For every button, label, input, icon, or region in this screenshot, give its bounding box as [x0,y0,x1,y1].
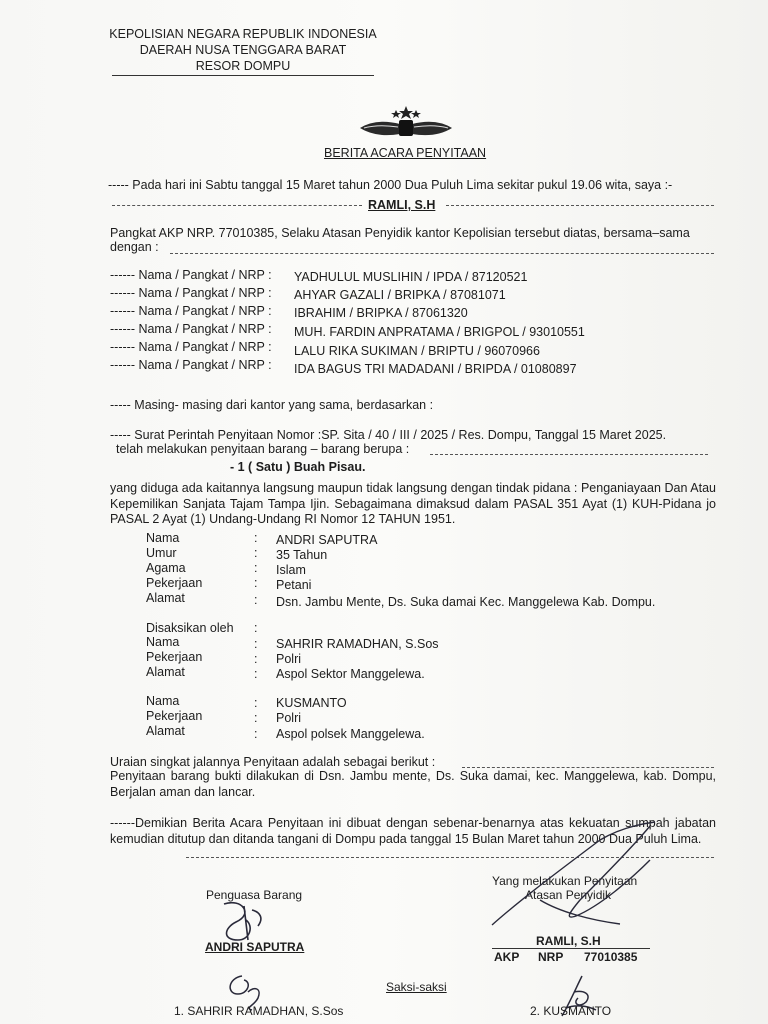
field-label: Pekerjaan [146,709,203,723]
field-value: Aspol polsek Manggelewa. [276,727,425,741]
dash-line [170,253,714,254]
field-value: Polri [276,652,302,666]
field-value: Polri [276,711,302,725]
member-label: ------ Nama / Pangkat / NRP : [110,358,272,372]
colon: : [254,621,258,635]
seized-item: - 1 ( Satu ) Buah Pisau. [230,460,366,474]
member-value: IBRAHIM / BRIPKA / 87061320 [294,306,468,320]
member-label: ------ Nama / Pangkat / NRP : [110,304,272,318]
sign-left-title: Penguasa Barang [206,888,303,902]
police-emblem-icon [356,104,456,144]
sign-right-name: RAMLI, S.H [536,934,601,948]
masing-text: ----- Masing- masing dari kantor yang sama, berdasarkan : [110,398,434,412]
sign-right-nrp: 77010385 [584,950,638,964]
field-label: Umur [146,546,177,560]
colon: : [254,696,258,710]
header-line-2: DAERAH NUSA TENGGARA BARAT [139,43,347,57]
sign-right-title-2: Atasan Penyidik [525,888,612,902]
telah-text: telah melakukan penyitaan barang – barang berupa : [116,442,410,456]
header-line-3: RESOR DOMPU [195,59,291,73]
member-value: AHYAR GAZALI / BRIPKA / 87081071 [294,288,506,302]
header-block [108,26,378,74]
doc-title: BERITA ACARA PENYITAAN [324,146,487,160]
saksi-1: 1. SAHRIR RAMADHAN, S.Sos [174,1004,344,1018]
colon: : [254,652,258,666]
colon: : [254,667,258,681]
colon: : [254,593,258,607]
rank-text-2: dengan : [110,240,159,254]
field-value: ANDRI SAPUTRA [276,533,378,547]
dash-line [430,454,708,455]
signature-right-icon [480,820,680,930]
colon: : [254,637,258,651]
sign-left-name: ANDRI SAPUTRA [205,940,305,954]
field-label: Agama [146,561,186,575]
sign-right-underline [492,948,650,949]
diduga-paragraph: yang diduga ada kaitannya langsung maupun tidak langsung dengan tindak pidana : Penganiayaan Dan Atau Kepemilikan Sanjata Tajam Tampa Ijin. Sebagaimana dimaksud dalam PASAL 351 Ayat (1) KUH-Pidana jo PASAL 2 Ayat (1) Undang-Undang RI Nomor 12 TAHUN 1951. [110,481,716,526]
sign-right-title-1: Yang melakukan Penyitaan [492,874,638,888]
member-label: ------ Nama / Pangkat / NRP : [110,286,272,300]
saksi-2: 2. KUSMANTO [530,1004,612,1018]
signature-left-icon [214,896,274,946]
field-value: 35 Tahun [276,548,328,562]
member-value: MUH. FARDIN ANPRATAMA / BRIGPOL / 93010551 [294,325,585,339]
field-value: Petani [276,578,312,592]
sign-right-rank: AKP [494,950,520,964]
dash-line [112,205,362,206]
witness-label: Disaksikan oleh [146,621,234,635]
member-label: ------ Nama / Pangkat / NRP : [110,322,272,336]
saksi-title: Saksi-saksi [386,980,447,994]
field-label: Alamat [146,724,185,738]
member-value: YADHULUL MUSLIHIN / IPDA / 87120521 [294,270,528,284]
field-label: Pekerjaan [146,650,203,664]
member-value: IDA BAGUS TRI MADADANI / BRIPDA / 01080897 [294,362,577,376]
field-label: Alamat [146,591,185,605]
colon: : [254,546,258,560]
colon: : [254,727,258,741]
field-label: Nama [146,531,180,545]
member-label: ------ Nama / Pangkat / NRP : [110,340,272,354]
surat-text: ----- Surat Perintah Penyitaan Nomor :SP. Sita / 40 / III / 2025 / Res. Dompu, Tanggal 15 Maret 2025. [110,428,667,442]
field-value: Aspol Sektor Manggelewa. [276,667,425,681]
colon: : [254,531,258,545]
uraian-paragraph: Penyitaan barang bukti dilakukan di Dsn. Jambu mente, Ds. Suka damai, kec. Manggelewa, kab. Dompu, Berjalan aman dan lancar. [110,769,716,799]
field-value: Islam [276,563,306,577]
dash-line [462,767,714,768]
member-value: LALU RIKA SUKIMAN / BRIPTU / 96070966 [294,344,540,358]
field-label: Alamat [146,665,185,679]
colon: : [254,561,258,575]
field-label: Nama [146,635,180,649]
field-value: Dsn. Jambu Mente, Ds. Suka damai Kec. Manggelewa Kab. Dompu. [276,595,656,609]
dash-line [446,205,714,206]
field-label: Pekerjaan [146,576,203,590]
rank-text: Pangkat AKP NRP. 77010385, Selaku Atasan Penyidik kantor Kepolisian tersebut diatas, bersama–sama [110,226,690,240]
header-line-1: KEPOLISIAN NEGARA REPUBLIK INDONESIA [109,27,377,41]
sign-right-nrp-label: NRP [538,950,564,964]
colon: : [254,576,258,590]
member-label: ------ Nama / Pangkat / NRP : [110,268,272,282]
field-label: Nama [146,694,180,708]
uraian-label: Uraian singkat jalannya Penyitaan adalah sebagai berikut : [110,755,436,769]
intro-text: ----- Pada hari ini Sabtu tanggal 15 Maret tahun 2000 Dua Puluh Lima sekitar pukul 19.06 wita, saya :- [108,178,673,192]
colon: : [254,711,258,725]
field-value: KUSMANTO [276,696,347,710]
closing-paragraph: ------Demikian Berita Acara Penyitaan ini dibuat dengan sebenar-benarnya atas kekuatan sumpah jabatan kemudian ditutup dan ditanda tangani di Dompu pada tanggal 15 Bulan Maret tahun 2000 Dua Puluh Lima. [110,816,716,846]
header-underline [112,75,374,76]
officer-name: RAMLI, S.H [368,198,436,212]
field-value: SAHRIR RAMADHAN, S.Sos [276,637,439,651]
